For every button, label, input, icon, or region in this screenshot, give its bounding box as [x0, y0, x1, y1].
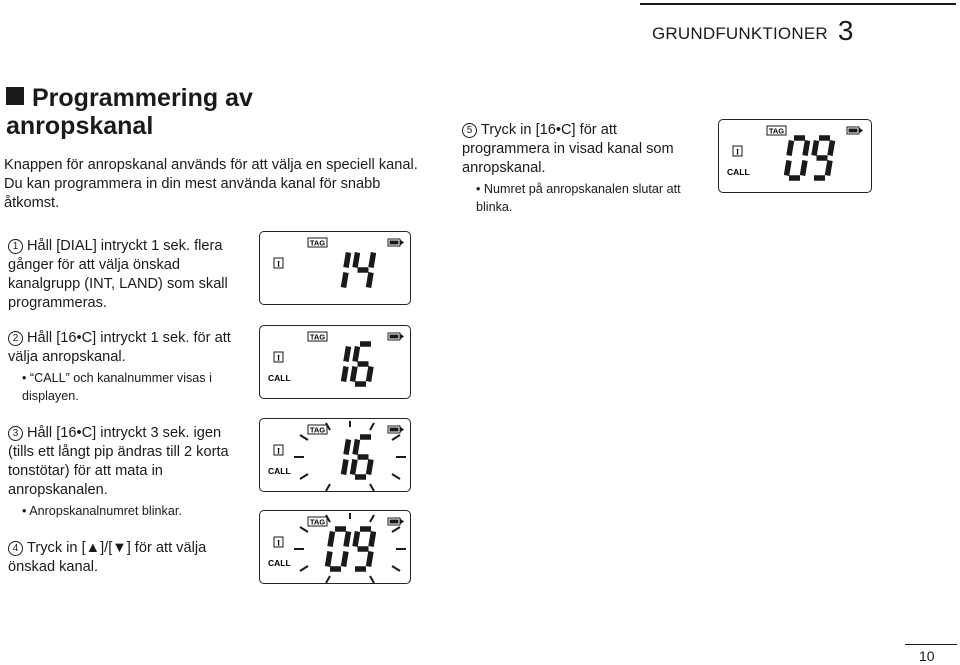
- blink-ray: [392, 527, 400, 532]
- battery-icon: [388, 426, 404, 433]
- lcd-digit-segment: [344, 460, 347, 475]
- group-label: I: [276, 446, 281, 456]
- lcd-digit-segment: [805, 141, 808, 156]
- lcd-digit-segment: [355, 253, 358, 268]
- step-2: [8, 329, 250, 405]
- blink-ray: [370, 576, 374, 583]
- blink-ray: [370, 484, 374, 491]
- lcd-digit-segment: [353, 367, 356, 382]
- tag-label: TAG: [309, 425, 326, 435]
- blink-ray: [392, 566, 400, 571]
- intro-paragraph: Knappen för anropskanal används för att välja en speciell kanal. Du kan programmera in din mest använda kanal för snabb åtkomst.: [4, 157, 418, 211]
- lcd-digit-segment: [830, 141, 833, 156]
- lcd-digit-segment: [346, 253, 349, 268]
- blink-ray: [300, 474, 308, 479]
- lcd-digit-segment: [371, 532, 374, 547]
- lcd-digit-segment: [355, 532, 358, 547]
- step-5-bullet: • Numret på anropskanalen slutar att blinka.: [476, 182, 681, 214]
- battery-icon: [388, 518, 404, 525]
- lcd-digit-segment: [814, 141, 817, 156]
- lcd-digit-segment: [355, 440, 358, 455]
- lcd-display: [259, 231, 411, 305]
- group-label: I: [276, 259, 281, 269]
- section-title: [6, 84, 253, 140]
- call-label: CALL: [268, 466, 291, 476]
- call-label: CALL: [727, 167, 750, 177]
- lcd-digit-segment: [371, 253, 374, 268]
- square-bullet-icon: [6, 87, 24, 105]
- blink-ray: [300, 527, 308, 532]
- step-4-text: Tryck in [▲]/[▼] för att välja önskad kanal.: [8, 540, 207, 575]
- lcd-digit-segment: [353, 460, 356, 475]
- step-1-text: Håll [DIAL] intryckt 1 sek. flera gånger för att välja önskad kanalgrupp (INT, LAND) som skall programmeras.: [8, 238, 228, 311]
- tag-label: TAG: [309, 332, 326, 342]
- step-4: [8, 539, 250, 577]
- lcd-display: [259, 418, 411, 492]
- step-1: [8, 237, 250, 313]
- lcd-digit-segment: [346, 347, 349, 362]
- lcd-digit-segment: [328, 552, 331, 567]
- blink-ray: [370, 423, 374, 430]
- lcd-display: [259, 325, 411, 399]
- step-4-marker: 4: [8, 541, 23, 556]
- lcd-digit-segment: [346, 440, 349, 455]
- lcd-display: [718, 119, 872, 193]
- blink-ray: [392, 474, 400, 479]
- group-label: I: [276, 538, 281, 548]
- lcd-digit-segment: [828, 161, 831, 176]
- lcd-digit-segment: [369, 460, 372, 475]
- blink-ray: [370, 515, 374, 522]
- step-2-bullet: • “CALL” och kanalnummer visas i displayen.: [22, 371, 212, 403]
- step-3-text: Håll [16•C] intryckt 3 sek. igen (tills ett långt pip ändras till 2 korta tonstötar) för att mata in anropskanalen.: [8, 425, 229, 498]
- step-3-bullet: • Anropskanalnumret blinkar.: [22, 504, 182, 518]
- section-title-line1: Programmering av: [32, 84, 253, 112]
- step-2-text: Håll [16•C] intryckt 1 sek. för att välja anropskanal.: [8, 330, 231, 365]
- lcd-digit-segment: [369, 273, 372, 288]
- step-3: [8, 424, 250, 520]
- lcd-digit-segment: [344, 552, 347, 567]
- call-label: CALL: [268, 558, 291, 568]
- lcd-digit-segment: [369, 552, 372, 567]
- group-label: I: [735, 147, 740, 157]
- tag-label: TAG: [309, 517, 326, 527]
- step-5-text: Tryck in [16•C] för att programmera in visad kanal som anropskanal.: [462, 122, 674, 176]
- step-5-marker: 5: [462, 123, 477, 138]
- call-label: CALL: [268, 373, 291, 383]
- battery-icon: [388, 239, 404, 246]
- blink-ray: [300, 435, 308, 440]
- tag-label: TAG: [768, 126, 785, 136]
- battery-icon: [388, 333, 404, 340]
- blink-ray: [300, 566, 308, 571]
- lcd-digit-segment: [369, 367, 372, 382]
- lcd-digit-segment: [787, 161, 790, 176]
- lcd-digit-segment: [330, 532, 333, 547]
- header-rule: [640, 3, 956, 5]
- step-2-marker: 2: [8, 331, 23, 346]
- section-title-line2: anropskanal: [6, 112, 154, 140]
- step-5: [462, 121, 702, 216]
- blink-ray: [392, 435, 400, 440]
- step-1-marker: 1: [8, 239, 23, 254]
- chapter-header: [652, 15, 854, 46]
- tag-label: TAG: [309, 238, 326, 248]
- battery-icon: [847, 127, 863, 134]
- step-3-marker: 3: [8, 426, 23, 441]
- lcd-display: [259, 510, 411, 584]
- footer-rule: [905, 644, 957, 645]
- blink-ray: [326, 484, 330, 491]
- chapter-number: 3: [837, 15, 854, 46]
- chapter-title: GRUNDFUNKTIONER: [652, 24, 828, 43]
- group-label: I: [276, 353, 281, 363]
- blink-ray: [326, 576, 330, 583]
- lcd-digit-segment: [346, 532, 349, 547]
- page-number: 10: [919, 648, 935, 664]
- lcd-digit-segment: [355, 347, 358, 362]
- lcd-digit-segment: [803, 161, 806, 176]
- lcd-digit-segment: [344, 367, 347, 382]
- lcd-digit-segment: [344, 273, 347, 288]
- lcd-digit-segment: [789, 141, 792, 156]
